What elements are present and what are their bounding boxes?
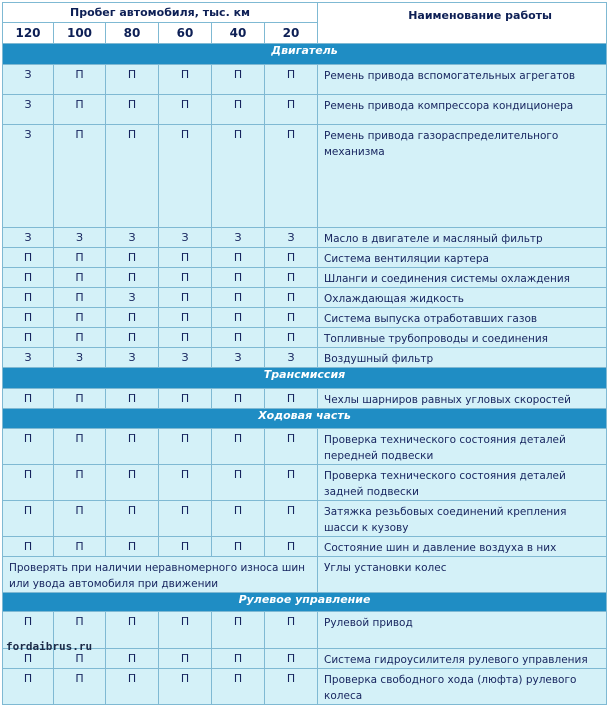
schedule-value: П [159, 308, 212, 328]
table-row [3, 348, 607, 368]
schedule-value: З [212, 348, 265, 368]
schedule-value: П [265, 501, 318, 537]
schedule-value: П [106, 501, 159, 537]
schedule-value: П [159, 612, 212, 649]
schedule-value: П [212, 501, 265, 537]
section-header-row [3, 44, 607, 65]
table-row [3, 557, 607, 593]
schedule-value: П [106, 125, 159, 228]
schedule-value: П [3, 248, 54, 268]
schedule-value: П [54, 95, 106, 125]
section-header-row [3, 593, 607, 612]
work-name: Проверка технического состояния деталей передней подвески [318, 429, 607, 465]
schedule-value: П [212, 612, 265, 649]
schedule-value: П [159, 649, 212, 669]
schedule-value: П [54, 328, 106, 348]
schedule-value: П [54, 649, 106, 669]
km-header: 80 [106, 23, 159, 44]
work-name: Охлаждающая жидкость [318, 288, 607, 308]
schedule-value: З [54, 348, 106, 368]
km-header: 40 [212, 23, 265, 44]
work-name: Воздушный фильтр [318, 348, 607, 368]
work-name: Проверка свободного хода (люфта) рулевого колеса [318, 669, 607, 705]
schedule-value: П [265, 669, 318, 705]
schedule-value: П [106, 328, 159, 348]
schedule-value: П [3, 328, 54, 348]
maintenance-table [2, 2, 607, 705]
schedule-value: П [212, 537, 265, 557]
section-title: Ходовая часть [3, 409, 607, 429]
schedule-value: П [159, 65, 212, 95]
schedule-value: П [3, 429, 54, 465]
schedule-value: З [106, 348, 159, 368]
schedule-value: П [212, 125, 265, 228]
schedule-value: П [265, 429, 318, 465]
schedule-value: З [106, 288, 159, 308]
schedule-value: П [106, 65, 159, 95]
table-row [3, 328, 607, 348]
table-row [3, 429, 607, 465]
schedule-value: П [54, 465, 106, 501]
schedule-value: П [54, 65, 106, 95]
work-name: Рулевой привод [318, 612, 607, 649]
schedule-value: П [265, 288, 318, 308]
schedule-value: П [3, 537, 54, 557]
table-row [3, 612, 607, 649]
schedule-value: П [54, 248, 106, 268]
km-header: 120 [3, 23, 54, 44]
schedule-value: П [212, 669, 265, 705]
schedule-value: П [54, 669, 106, 705]
section-title: Рулевое управление [3, 593, 607, 612]
work-name: Ремень привода компрессора кондиционера [318, 95, 607, 125]
table-row [3, 537, 607, 557]
schedule-value: П [159, 125, 212, 228]
work-name: Затяжка резьбовых соединений крепления шасси к кузову [318, 501, 607, 537]
work-name: Чехлы шарниров равных угловых скоростей [318, 389, 607, 409]
schedule-value: П [265, 328, 318, 348]
schedule-value: П [106, 612, 159, 649]
schedule-value: З [265, 348, 318, 368]
work-name: Система вентиляции картера [318, 248, 607, 268]
schedule-value: П [159, 268, 212, 288]
schedule-value: П [54, 389, 106, 409]
schedule-value: П [3, 288, 54, 308]
table-row [3, 288, 607, 308]
work-name: Состояние шин и давление воздуха в них [318, 537, 607, 557]
schedule-value: П [106, 95, 159, 125]
schedule-value: З [3, 95, 54, 125]
schedule-value: П [212, 649, 265, 669]
schedule-value: З [3, 65, 54, 95]
km-header: 60 [159, 23, 212, 44]
schedule-value: П [212, 268, 265, 288]
schedule-value: П [212, 95, 265, 125]
schedule-value: П [159, 328, 212, 348]
schedule-value: П [3, 649, 54, 669]
schedule-value: П [106, 389, 159, 409]
table-row [3, 65, 607, 95]
table-row [3, 95, 607, 125]
maintenance-schedule-page [2, 2, 606, 702]
schedule-value: З [54, 228, 106, 248]
table-row [3, 125, 607, 228]
table-row [3, 669, 607, 705]
schedule-value: П [54, 308, 106, 328]
work-name: Шланги и соединения системы охлаждения [318, 268, 607, 288]
table-row [3, 501, 607, 537]
work-name: Углы установки колес [318, 557, 607, 593]
schedule-value: П [265, 65, 318, 95]
schedule-value: П [159, 95, 212, 125]
schedule-value: П [212, 248, 265, 268]
schedule-value: П [106, 465, 159, 501]
schedule-value: П [106, 669, 159, 705]
schedule-value: П [265, 95, 318, 125]
schedule-value: П [265, 649, 318, 669]
schedule-value: П [265, 537, 318, 557]
schedule-value: П [265, 389, 318, 409]
work-name-header: Наименование работы [318, 3, 607, 44]
schedule-value: П [54, 537, 106, 557]
watermark-text: fordaibrus.ru [6, 640, 93, 653]
schedule-value: П [159, 669, 212, 705]
work-name: Система гидроусилителя рулевого управления [318, 649, 607, 669]
schedule-value: П [3, 389, 54, 409]
schedule-value: П [106, 429, 159, 465]
km-header: 20 [265, 23, 318, 44]
schedule-value: П [54, 429, 106, 465]
schedule-value: П [3, 501, 54, 537]
schedule-value: П [106, 248, 159, 268]
schedule-value: П [212, 328, 265, 348]
work-name: Ремень привода газораспределительного механизма [318, 125, 607, 228]
schedule-value: П [106, 308, 159, 328]
table-row [3, 268, 607, 288]
schedule-value: П [159, 389, 212, 409]
section-header-row [3, 368, 607, 389]
table-row [3, 465, 607, 501]
table-row [3, 308, 607, 328]
schedule-value: П [212, 308, 265, 328]
schedule-value: П [159, 465, 212, 501]
schedule-value: П [159, 248, 212, 268]
schedule-value: П [159, 501, 212, 537]
schedule-value: П [54, 268, 106, 288]
work-name: Топливные трубопроводы и соединения [318, 328, 607, 348]
schedule-value: П [212, 465, 265, 501]
schedule-value: П [159, 288, 212, 308]
table-row [3, 248, 607, 268]
schedule-value: З [3, 125, 54, 228]
row-note: Проверять при наличии неравномерного износа шин или увода автомобиля при движении [3, 557, 318, 593]
schedule-value: З [212, 228, 265, 248]
schedule-value: П [265, 248, 318, 268]
schedule-value: З [3, 348, 54, 368]
schedule-value: З [3, 228, 54, 248]
schedule-value: П [3, 465, 54, 501]
schedule-value: П [106, 537, 159, 557]
section-title: Двигатель [3, 44, 607, 65]
work-name: Проверка технического состояния деталей задней подвески [318, 465, 607, 501]
schedule-value: З [159, 348, 212, 368]
schedule-value: П [54, 612, 106, 649]
schedule-value: П [106, 649, 159, 669]
schedule-value: З [265, 228, 318, 248]
schedule-value: П [212, 389, 265, 409]
schedule-value: П [212, 429, 265, 465]
schedule-value: З [159, 228, 212, 248]
schedule-value: П [54, 288, 106, 308]
schedule-value: П [212, 288, 265, 308]
schedule-value: П [159, 429, 212, 465]
section-title: Трансмиссия [3, 368, 607, 389]
work-name: Ремень привода вспомогательных агрегатов [318, 65, 607, 95]
schedule-value: П [265, 268, 318, 288]
schedule-value: П [54, 501, 106, 537]
schedule-value: П [265, 465, 318, 501]
schedule-value: П [54, 125, 106, 228]
section-header-row [3, 409, 607, 429]
schedule-value: П [3, 612, 54, 649]
work-name: Система выпуска отработавших газов [318, 308, 607, 328]
schedule-value: П [106, 268, 159, 288]
schedule-value: П [212, 65, 265, 95]
schedule-value: П [3, 268, 54, 288]
schedule-value: П [265, 308, 318, 328]
km-header: 100 [54, 23, 106, 44]
work-name: Масло в двигателе и масляный фильтр [318, 228, 607, 248]
schedule-value: П [265, 125, 318, 228]
schedule-value: П [3, 308, 54, 328]
mileage-header: Пробег автомобиля, тыс. км [3, 3, 318, 23]
table-row [3, 389, 607, 409]
table-row [3, 228, 607, 248]
schedule-value: П [3, 669, 54, 705]
schedule-value: П [265, 612, 318, 649]
schedule-value: П [159, 537, 212, 557]
schedule-value: З [106, 228, 159, 248]
table-row [3, 649, 607, 669]
